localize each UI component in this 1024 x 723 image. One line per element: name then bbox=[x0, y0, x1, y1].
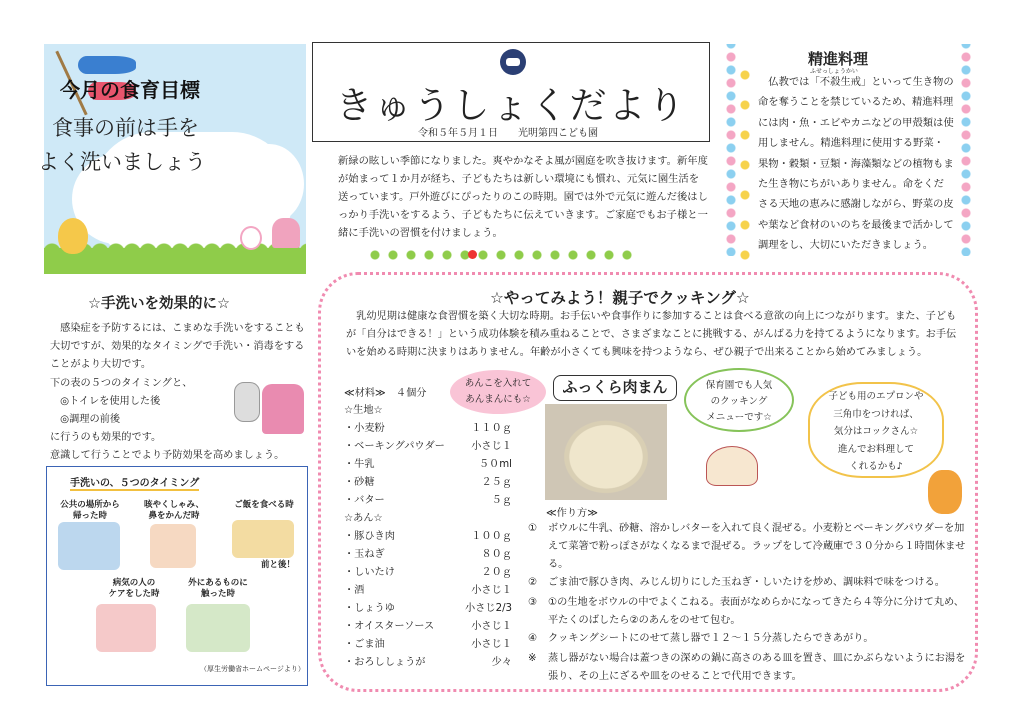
step-text: クッキングシートにのせて蒸し器で１２～１５分蒸したらできあがり。 bbox=[548, 633, 874, 644]
dough-heading-label: ☆生地☆ bbox=[344, 405, 383, 416]
ingredient-row bbox=[344, 600, 512, 618]
ingredient-row bbox=[344, 474, 512, 492]
tree-icon bbox=[58, 218, 88, 254]
ingredient-row bbox=[344, 636, 512, 654]
handwash-title: ☆手洗いを効果的に☆ bbox=[88, 296, 230, 312]
ingredient-row bbox=[344, 528, 512, 546]
ingredient-name: ・牛乳 bbox=[344, 459, 375, 470]
school-emblem-icon bbox=[500, 49, 526, 75]
timing-title: 手洗いの、５つのタイミング bbox=[70, 474, 199, 491]
cloud-shape bbox=[234, 144, 304, 224]
recipe-step bbox=[528, 574, 968, 592]
ingredient-name: ・ベーキングパウダー bbox=[344, 441, 445, 452]
ingredient-qty: 小さじ2/3 bbox=[465, 603, 512, 614]
ingredient-name: ・玉ねぎ bbox=[344, 549, 385, 560]
timing-item-cough: 咳やくしゃみ、 鼻をかんだ時 bbox=[143, 500, 204, 521]
timing-item-outside: 外にあるものに 触った時 bbox=[188, 578, 248, 599]
ingredient-row bbox=[344, 582, 512, 600]
handwash-text-4: ◎調理の前後 bbox=[50, 414, 121, 426]
step-text: ①の生地をボウルの中でよくこねる。表面がなめらかになってきたら４等分に分けて丸め、平たくのばしたら②のあんをのせて包む。 bbox=[548, 597, 964, 626]
ingredient-name: ・砂糖 bbox=[344, 477, 375, 488]
ingredient-row bbox=[344, 492, 512, 510]
handwash-text-6: 意識して行うことでより予防効果を高めましょう。 bbox=[50, 450, 285, 462]
filling-heading bbox=[344, 510, 512, 528]
ingredient-row bbox=[344, 564, 512, 582]
handwash-text-2: 下の表の５つのタイミングと、 bbox=[50, 377, 193, 389]
recipe-step bbox=[528, 630, 968, 648]
goal-title: 今月の食育目標 bbox=[60, 78, 200, 102]
ingredient-row bbox=[344, 618, 512, 636]
handwash-text-3: ◎トイレを使用した後 bbox=[50, 395, 161, 407]
ingredient-name: ・バター bbox=[344, 495, 385, 506]
ingredient-qty: ５０ml bbox=[478, 459, 512, 470]
caregiving-illustration bbox=[96, 604, 156, 652]
public-place-illustration bbox=[58, 522, 120, 570]
recipe-step bbox=[528, 520, 968, 574]
rabbit-icon bbox=[240, 226, 262, 250]
before-after-note: 前と後！ bbox=[260, 560, 295, 570]
ingredient-row bbox=[344, 438, 512, 456]
cooking-children-illustration bbox=[262, 384, 304, 434]
timing-item-care: 病気の人の ケアをした時 bbox=[108, 578, 160, 599]
ingredient-name: ・オイスターソース bbox=[344, 621, 435, 632]
goal-text-line2: よく洗いましょう bbox=[38, 150, 206, 174]
koinobori-blue-icon bbox=[78, 56, 136, 74]
timing-item-meal: ご飯を食べる時 bbox=[234, 500, 294, 510]
ladybug-icon bbox=[468, 250, 477, 259]
ingredients-heading: ≪材料≫ ４個分 bbox=[344, 388, 427, 399]
note-mark: ※ bbox=[528, 653, 537, 664]
step-number: ② bbox=[528, 577, 538, 588]
ingredient-name: ・酒 bbox=[344, 585, 365, 596]
ingredient-name: ・豚ひき肉 bbox=[344, 531, 395, 542]
cooking-girl-illustration bbox=[706, 446, 758, 486]
ingredient-row bbox=[344, 420, 512, 438]
coughing-person-illustration bbox=[150, 524, 196, 568]
ingredient-row bbox=[344, 654, 512, 672]
handwash-text-5: に行うのも効果的です。 bbox=[50, 432, 162, 444]
ingredient-name: ・小麦粉 bbox=[344, 423, 385, 434]
ingredient-name: ・ごま油 bbox=[344, 639, 385, 650]
recipe-note bbox=[528, 650, 968, 686]
ingredient-row bbox=[344, 456, 512, 474]
chef-boy-illustration bbox=[928, 470, 962, 514]
flower-border-right bbox=[955, 44, 977, 256]
ingredient-name: ・おろししょうが bbox=[344, 657, 426, 668]
anman-tip-bubble: あんこを入れて あんまんにも☆ bbox=[450, 370, 546, 414]
ingredient-qty: １１０ｇ bbox=[471, 423, 512, 434]
ingredient-qty: ８０ｇ bbox=[481, 549, 512, 560]
note-text: 蒸し器がない場合は蓋つきの深めの鍋に高さのある皿を置き、皿にかぶらないようにお湯を張り、その上にざるや皿をのせることで代用できます。 bbox=[548, 653, 966, 682]
apron-tip-bubble: 子ども用のエプロンや 三角巾をつければ、 気分はコックさん☆ 進んでお料理して くれるかも♪ bbox=[808, 382, 944, 478]
step-number: ③ bbox=[528, 597, 538, 608]
step-number: ④ bbox=[528, 633, 538, 644]
playground-illustration bbox=[186, 604, 250, 652]
ingredient-name: ・しょうゆ bbox=[344, 603, 395, 614]
ingredient-name: ・しいたけ bbox=[344, 567, 395, 578]
ingredient-qty: ５ｇ bbox=[491, 495, 512, 506]
nikuman-photo bbox=[545, 404, 667, 500]
timing-item-public-place: 公共の場所から 帰った時 bbox=[60, 500, 120, 521]
flower-border-left-inner bbox=[738, 60, 752, 272]
toilet-icon bbox=[234, 382, 260, 422]
cooking-title: ☆やってみよう！親子でクッキング☆ bbox=[490, 289, 750, 307]
recipe-name: ふっくら肉まん bbox=[553, 375, 677, 401]
ingredient-qty: 小さじ１ bbox=[471, 639, 512, 650]
issue-date: 令和５年５月１日 光明第四こども園 bbox=[418, 128, 598, 139]
ingredient-qty: ２０ｇ bbox=[481, 567, 512, 578]
ingredient-qty: 小さじ１ bbox=[471, 441, 512, 452]
step-number: ① bbox=[528, 523, 538, 534]
step-text: ごま油で豚ひき肉、みじん切りにした玉ねぎ・しいたけを炒め、調味料で味をつける。 bbox=[548, 577, 945, 588]
ingredient-qty: １００ｇ bbox=[471, 531, 512, 542]
goal-text-line1: 食事の前は手を bbox=[52, 116, 199, 140]
steps-heading: ≪作り方≫ bbox=[546, 508, 598, 519]
popular-menu-bubble: 保育園でも人気 のクッキング メニューです☆ bbox=[684, 368, 794, 432]
shojin-ruby: ふせっしょうかい bbox=[810, 68, 858, 75]
recipe-step bbox=[528, 594, 968, 630]
shojin-paragraph: 仏教では「不殺生戒」といって生き物の命を奪うことを禁じているため、精進料理には肉・魚・エビやカニなどの甲殻類は使用しません。精進料理に使用する野菜・果物・穀類・豆類・海藻類などの植物もまた生き物にちがいありません。命をくださる天地の恵みに感謝しながら、野菜の皮や葉など食材のいのちを最後まで活かして調理をし、大切にいただきましょう。 bbox=[758, 76, 954, 252]
clover-divider bbox=[366, 248, 636, 262]
timing-panel bbox=[46, 466, 308, 686]
filling-heading-label: ☆あん☆ bbox=[344, 513, 383, 524]
timing-source: （厚生労働省ホームページより） bbox=[200, 665, 305, 673]
family-meal-illustration bbox=[232, 520, 294, 558]
ingredient-qty: ２５ｇ bbox=[481, 477, 512, 488]
newsletter-title: きゅうしょくだより bbox=[335, 84, 687, 127]
kabuto-doll-icon bbox=[272, 218, 300, 248]
grass-strip bbox=[44, 248, 306, 274]
intro-paragraph: 新緑の眩しい季節になりました。爽やかなそよ風が園庭を吹き抜けます。新年度が始まって１か月が経ち、子どもたちは新しい環境にも慣れ、元気に園生活を送っています。戸外遊びにぴったりのこの時期。園では外で元気に遊んだ後はしっかり手洗いをするよう、子どもたちに伝えていきます。ご家庭でもお子様と一緒に手洗いの習慣を付けましょう。 bbox=[338, 155, 708, 239]
step-text: ボウルに牛乳、砂糖、溶かしバターを入れて良く混ぜる。小麦粉とベーキングパウダーを加えて菜箸で粉っぽさがなくなるまで混ぜる。ラップをして冷蔵庫で３０分から１時間休ませる。 bbox=[548, 523, 966, 570]
ingredient-qty: 少々 bbox=[491, 657, 512, 668]
ingredient-qty: 小さじ１ bbox=[471, 621, 512, 632]
shojin-title: 精進料理 bbox=[808, 50, 869, 68]
ingredient-row bbox=[344, 546, 512, 564]
handwash-text-1: 感染症を予防するには、こまめな手洗いをすることも大切ですが、効果的なタイミングで手洗い・消毒をすることがより大切です。 bbox=[50, 323, 305, 371]
ingredient-qty: 小さじ１ bbox=[471, 585, 512, 596]
cooking-intro: 乳幼児期は健康な食習慣を築く大切な時期。お手伝いや食事作りに参加することは食べる意欲の向上につながります。また、子どもが「自分はできる！」という成功体験を積み重ねることで、さまざまなことに挑戦する、がんばる力を持てるようになります。お手伝いを始める時期に決まりはありません。年齢が小さくても興味を持つようなら、ぜひ親子で出来ることから始めてみましょう。 bbox=[346, 311, 957, 358]
